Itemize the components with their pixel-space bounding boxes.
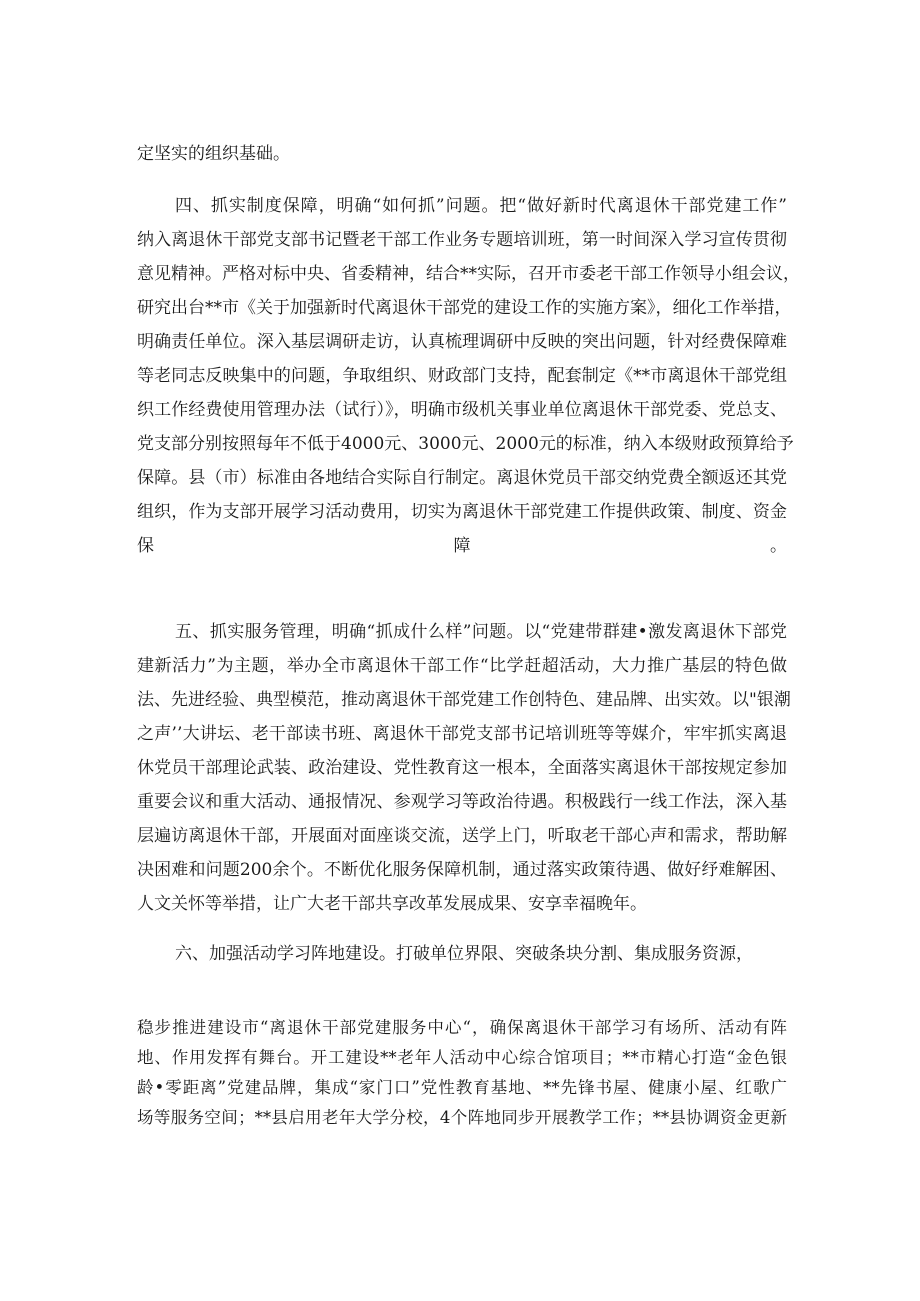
section-4-line: 意见精神。严格对标中央、省委精神，结合**实际，召开市委老干部工作领导小组会议， [137, 264, 800, 284]
section-5-line: 层遍访离退休干部，开展面对面座谈交流，送学上门，听取老干部心声和需求，帮助解 [137, 826, 787, 846]
section-4-line: 明确责任单位。深入基层调研走访，认真梳理调研中反映的突出问题，针对经费保障难 [137, 332, 787, 352]
section-6-line: 龄•零距离”党建品牌，集成“家门口”党性教育基地、**先锋书屋、健康小屋、红歌广 [137, 1078, 787, 1097]
section-4-line: 党支部分别按照每年不低于4000元、3000元、2000元的标准，纳入本级财政预算给予 [137, 434, 794, 454]
section-6-line: 地、作用发挥有舞台。开工建设**老年人活动中心综合馆项目；**市精心打造“金色银 [137, 1048, 787, 1067]
section-6-heading-line: 六、加强活动学习阵地建设。打破单位界限、突破条块分割、集成服务资源， [175, 944, 753, 964]
section-5-line: 休党员干部理论武装、政治建设、党性教育这一根本，全面落实离退休干部按规定参加 [137, 758, 787, 778]
section-5-line: 决困难和问题200余个。不断优化服务保障机制，通过落实政策待遇、做好纾难解困、 [137, 860, 787, 880]
section-4-line: 等老同志反映集中的问题，争取组织、财政部门支持，配套制定《**市离退休干部党组 [137, 366, 787, 386]
section-4-line: 织工作经费使用管理办法（试行）》，明确市级机关事业单位离退休干部党委、党总支、 [137, 400, 787, 420]
section-4-line: 保障。 [137, 536, 787, 556]
paragraph-fragment-top: 定坚实的组织基础。 [137, 144, 290, 164]
section-5-line: 法、先进经验、典型模范，推动离退休干部党建工作创特色、建品牌、出实效。以"银潮 [137, 690, 791, 710]
section-5-line: 人文关怀等举措，让广大老干部共享改革发展成果、安享幸福晚年。 [137, 894, 647, 914]
section-6-line: 场等服务空间；**县启用老年大学分校，4个阵地同步开展教学工作；**县协调资金更新 [137, 1108, 787, 1127]
section-5-heading-line: 五、抓实服务管理，明确“抓成什么样”问题。以“党建带群建•激发离退休下部党 [175, 622, 787, 642]
section-4-line: 纳入离退休干部党支部书记暨老干部工作业务专题培训班，第一时间深入学习宣传贯彻 [137, 230, 787, 250]
section-6-line: 稳步推进建设市“离退休干部党建服务中心“，确保离退休干部学习有场所、活动有阵 [137, 1018, 787, 1037]
section-4-line: 研究出台**市《关于加强新时代离退休干部党的建设工作的实施方案》，细化工作举措， [137, 298, 792, 318]
section-5-line: 建新活力”为主题，举办全市离退休干部工作“比学赶超活动，大力推广基层的特色做 [137, 656, 787, 676]
section-4-line: 保障。县（市）标准由各地结合实际自行制定。离退休党员干部交纳党费全额返还其党 [137, 468, 787, 488]
section-5-line: 重要会议和重大活动、通报情况、参观学习等政治待遇。积极践行一线工作法，深入基 [137, 792, 787, 812]
section-4-heading-line: 四、抓实制度保障，明确“如何抓”问题。把“做好新时代离退休干部党建工作” [175, 196, 787, 216]
section-5-line: 之声’’大讲坛、老干部读书班、离退休干部党支部书记培训班等等媒介，牢牢抓实离退 [137, 724, 787, 744]
section-4-line: 组织，作为支部开展学习活动费用，切实为离退休干部党建工作提供政策、制度、资金 [137, 502, 787, 522]
